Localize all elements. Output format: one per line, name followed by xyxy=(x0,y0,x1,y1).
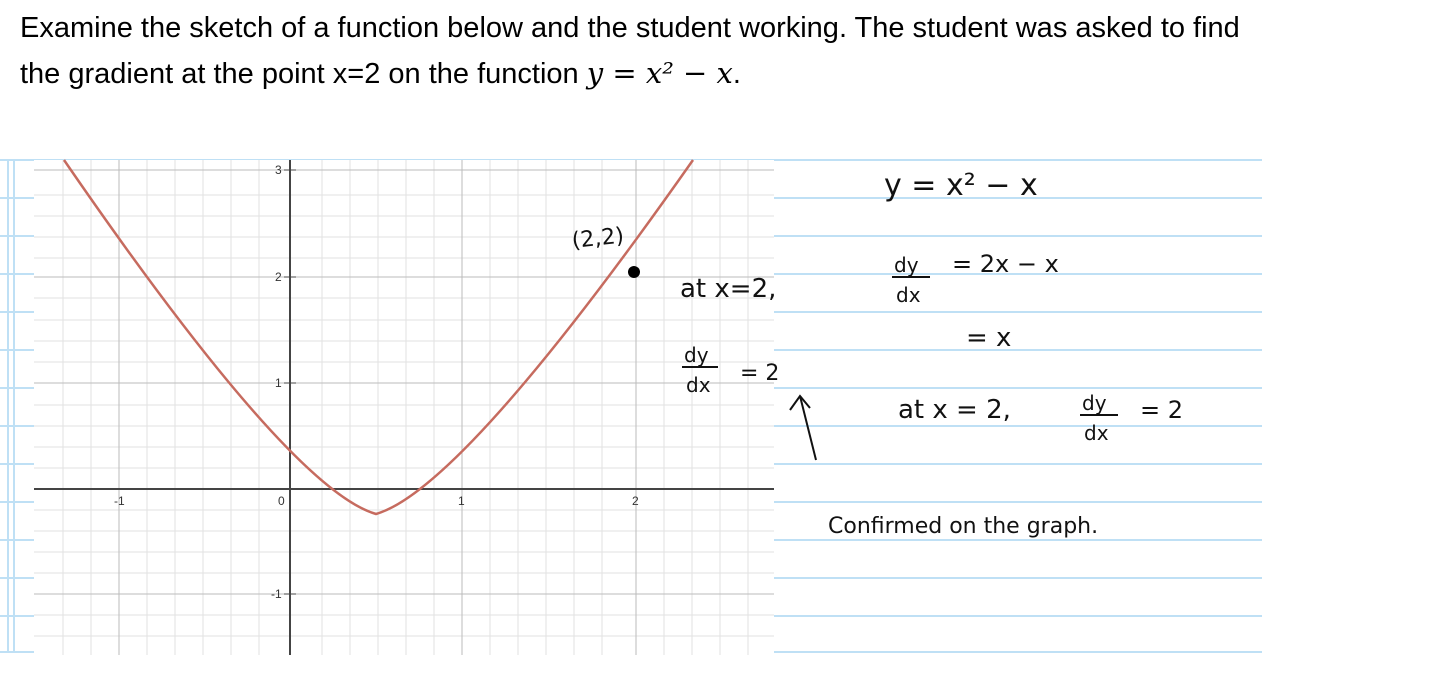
simplified-line: = x xyxy=(966,323,1012,353)
x-tick-label: 2 xyxy=(632,494,639,508)
derivative-rhs: = 2x − x xyxy=(952,250,1059,278)
y-tick-label: 3 xyxy=(275,163,282,177)
working-right xyxy=(828,168,1183,539)
arrow-up-icon xyxy=(790,396,816,460)
x-tick-label: -1 xyxy=(114,494,125,508)
at-rhs: = 2 xyxy=(1140,396,1184,424)
question-line-2-suffix: . xyxy=(732,58,741,90)
y-tick-label: 1 xyxy=(275,376,282,390)
point-2-2 xyxy=(628,266,640,278)
y-tick-label: 2 xyxy=(275,270,282,284)
function-expression: y = x² − x xyxy=(586,56,733,90)
derivative-dx: dx xyxy=(896,283,921,307)
at-dy: dy xyxy=(1082,391,1107,415)
conclusion-text: Confirmed on the graph. xyxy=(828,514,1099,539)
equals-2-text: = 2 xyxy=(740,361,780,386)
function-line: y = x² − x xyxy=(884,168,1038,203)
at-x-2-right: at x = 2, xyxy=(898,395,1011,425)
point-label: (2,2) xyxy=(570,223,626,254)
function-graph xyxy=(34,160,777,655)
question-line-2-prefix: the gradient at the point x=2 on the function xyxy=(20,58,587,90)
at-dx: dx xyxy=(1084,421,1109,445)
dx-text: dx xyxy=(686,373,711,397)
x-tick-label: 1 xyxy=(458,494,465,508)
question-line-1: Examine the sketch of a function below and the student working. The student was asked to find xyxy=(20,12,1240,44)
dy-text: dy xyxy=(684,343,709,367)
y-tick-label: -1 xyxy=(271,587,282,601)
at-x-2-text: at x=2, xyxy=(680,274,777,304)
x-tick-label: 0 xyxy=(278,494,285,508)
derivative-dy: dy xyxy=(894,253,919,277)
